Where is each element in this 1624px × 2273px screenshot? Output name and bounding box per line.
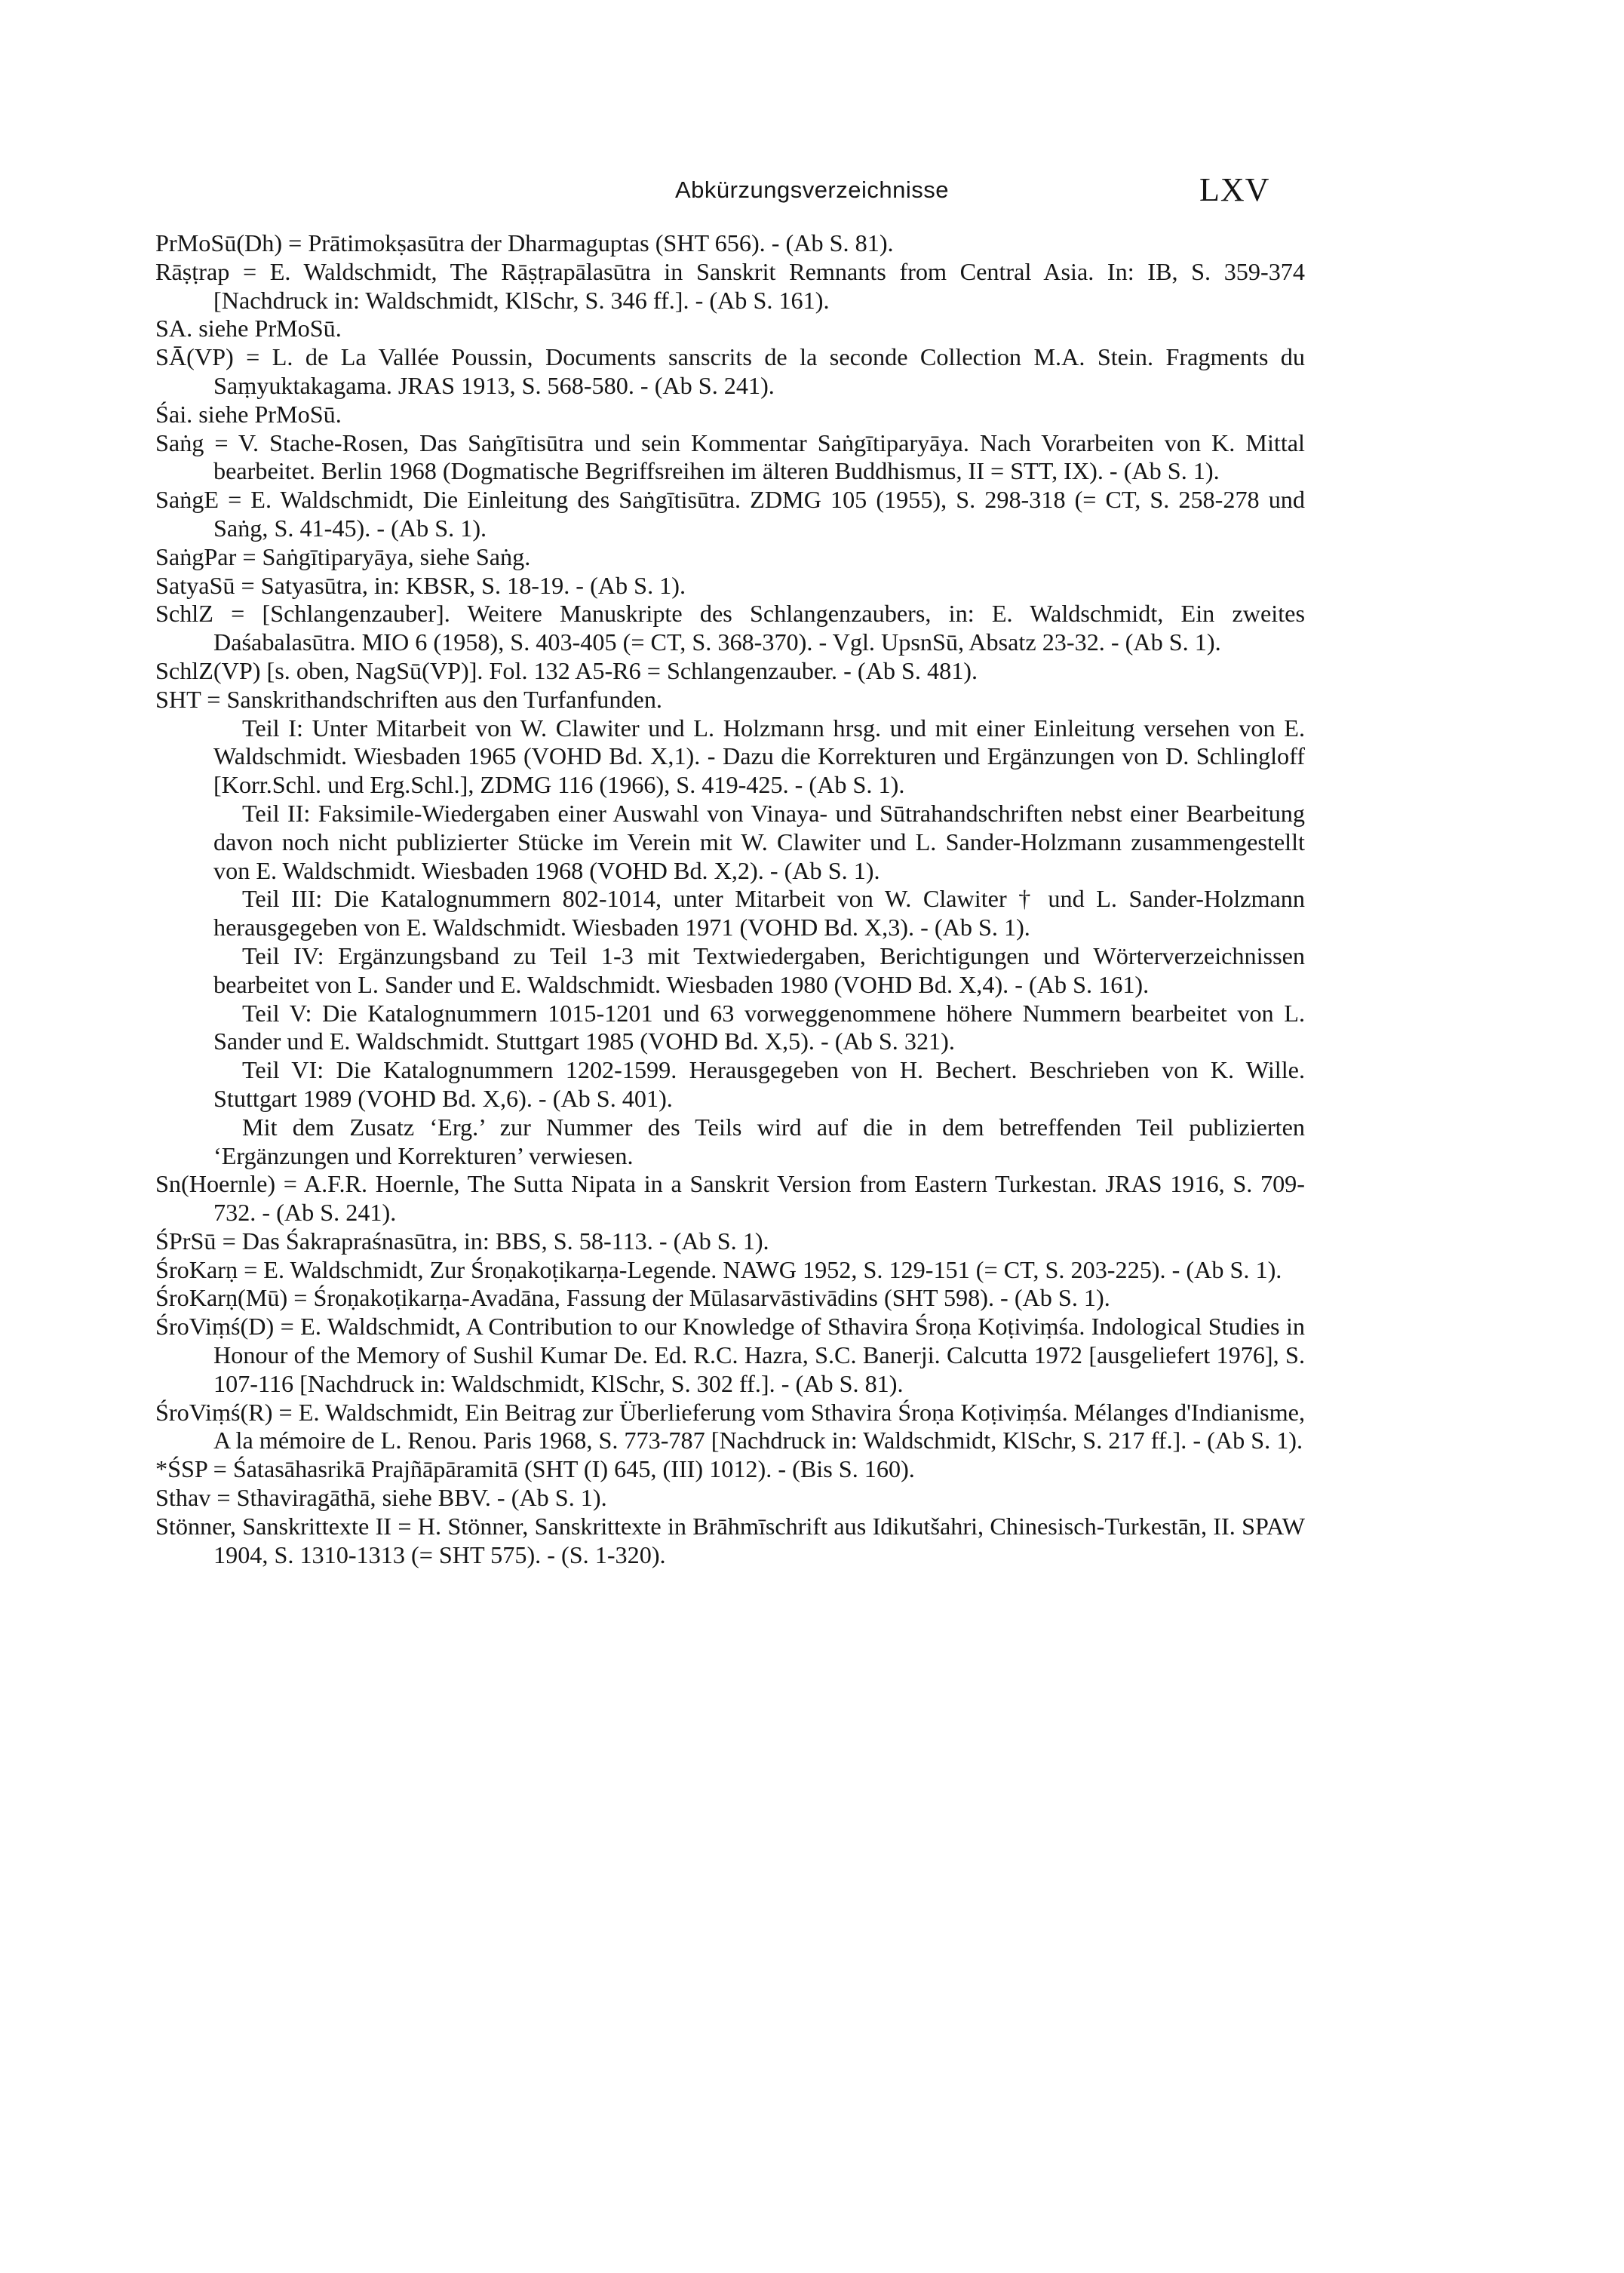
- sht-part-3: Teil III: Die Katalognummern 802-1014, unter Mitarbeit von W. Clawiter † und L. Sander-Holzmann herausgegeben von E. Waldschmidt. Wiesbaden 1971 (VOHD Bd. X,3). - (Ab S. 1).: [213, 885, 1305, 941]
- page-number: LXV: [1199, 171, 1270, 208]
- sht-part-4: Teil IV: Ergänzungsband zu Teil 1-3 mit Textwiedergaben, Berichtigungen und Wörterverzeichnissen bearbeitet von L. Sander und E. Waldschmidt. Wiesbaden 1980 (VOHD Bd. X,4). - (Ab S. 161).: [213, 941, 1305, 998]
- abbreviation-list: [155, 229, 1305, 1569]
- entry-sa: SA. siehe PrMoSū.: [155, 315, 342, 342]
- entry-sang: Saṅg = V. Stache-Rosen, Das Saṅgītisūtra und sein Kommentar Saṅgītiparyāya. Nach Vorarbeiten von K. Mittal bearbeitet. Berlin 1968 (Dogmatische Begriffsreihen im älteren Buddhismus, II = STT, IX). - (Ab S. 1).: [155, 428, 1305, 485]
- sht-part-1: Teil I: Unter Mitarbeit von W. Clawiter und L. Holzmann hrsg. und mit einer Einleitung versehen von E. Waldschmidt. Wiesbaden 1965 (VOHD Bd. X,1). - Dazu die Korrekturen und Ergänzungen von D. Schlingloff [Korr.Schl. und Erg.Schl.], ZDMG 116 (1966), S. 419-425. - (Ab S. 1).: [213, 714, 1305, 799]
- entry-rastrap: Rāṣṭrap = E. Waldschmidt, The Rāṣṭrapālasūtra in Sanskrit Remnants from Central Asia. In: IB, S. 359-374 [Nachdruck in: Waldschmidt, KlSchr, S. 346 ff.]. - (Ab S. 161).: [155, 257, 1305, 314]
- entry-sange: SaṅgE = E. Waldschmidt, Die Einleitung des Saṅgītisūtra. ZDMG 105 (1955), S. 298-318 (= CT, S. 258-278 und Saṅg, S. 41-45). - (Ab S. 1).: [155, 486, 1305, 542]
- entry-sn-hoernle: Sn(Hoernle) = A.F.R. Hoernle, The Sutta Nipata in a Sanskrit Version from Eastern Turkestan. JRAS 1916, S. 709-732. - (Ab S. 241).: [155, 1170, 1305, 1227]
- entry-stonner: Stönner, Sanskrittexte II = H. Stönner, Sanskrittexte in Brāhmīschrift aus Idikutšahri, Chinesisch-Turkestān, II. SPAW 1904, S. 1310-1313 (= SHT 575). - (S. 1-320).: [155, 1512, 1305, 1568]
- entry-sht: SHT = Sanskrithandschriften aus den Turfanfunden.: [155, 685, 662, 713]
- sht-part-6: Teil VI: Die Katalognummern 1202-1599. Herausgegeben von H. Bechert. Beschrieben von K. Wille. Stuttgart 1989 (VOHD Bd. X,6). - (Ab S. 401).: [213, 1056, 1305, 1112]
- sht-part-2: Teil II: Faksimile-Wiedergaben einer Auswahl von Vinaya- und Sūtrahandschriften nebst einer Bearbeitung davon noch nicht publizierter Stücke im Verein mit W. Clawiter und L. Sander-Holzmann zusammengestellt von E. Waldschmidt. Wiesbaden 1968 (VOHD Bd. X,2). - (Ab S. 1).: [213, 799, 1305, 884]
- entry-sangpar: SaṅgPar = Saṅgītiparyāya, siehe Saṅg.: [155, 542, 531, 570]
- entry-sai: Śai. siehe PrMoSū.: [155, 400, 342, 428]
- sht-note: Mit dem Zusatz ‘Erg.’ zur Nummer des Teils wird auf die in dem betreffenden Teil publizierten ‘Ergänzungen und Korrekturen’ verwiesen.: [213, 1113, 1305, 1169]
- entry-satyasu: SatyaSū = Satyasūtra, in: KBSR, S. 18-19. - (Ab S. 1).: [155, 571, 686, 599]
- entry-sroviims-r: ŚroViṃś(R) = E. Waldschmidt, Ein Beitrag zur Überlieferung vom Sthavira Śroṇa Koṭiviṃśa. Mélanges d'Indianisme, A la mémoire de L. Renou. Paris 1968, S. 773-787 [Nachdruck in: Waldschmidt, KlSchr, S. 217 ff.]. - (Ab S. 1).: [155, 1398, 1305, 1454]
- entry-schlz-vp: SchlZ(VP) [s. oben, NagSū(VP)]. Fol. 132 A5-R6 = Schlangenzauber. - (Ab S. 481).: [155, 656, 978, 684]
- entry-sthav: Sthav = Sthaviragāthā, siehe BBV. - (Ab S. 1).: [155, 1484, 607, 1512]
- entry-ssp: *ŚSP = Śatasāhasrikā Prajñāpāramitā (SHT (I) 645, (III) 1012). - (Bis S. 160).: [155, 1455, 915, 1483]
- sht-part-5: Teil V: Die Katalognummern 1015-1201 und 63 vorweggenommene höhere Nummern bearbeitet von L. Sander und E. Waldschmidt. Stuttgart 1985 (VOHD Bd. X,5). - (Ab S. 321).: [213, 999, 1305, 1055]
- entry-srokarn-mu: ŚroKarṇ(Mū) = Śroṇakoṭikarṇa-Avadāna, Fassung der Mūlasarvāstivādins (SHT 598). - (Ab S. 1).: [155, 1284, 1110, 1312]
- entry-prmosu-dh: PrMoSū(Dh) = Prātimokṣasūtra der Dharmaguptas (SHT 656). - (Ab S. 81).: [155, 229, 894, 256]
- running-header: Abkürzungsverzeichnisse: [674, 177, 949, 203]
- sht-parts: [155, 714, 1305, 1171]
- entry-srokarn: ŚroKarṇ = E. Waldschmidt, Zur Śroṇakoṭikarṇa-Legende. NAWG 1952, S. 129-151 (= CT, S. 203-225). - (Ab S. 1).: [155, 1255, 1282, 1283]
- entry-schlz: SchlZ = [Schlangenzauber]. Weitere Manuskripte des Schlangenzaubers, in: E. Waldschmidt, Ein zweites Daśabalasūtra. MIO 6 (1958), S. 403-405 (= CT, S. 368-370). - Vgl. UpsnSū, Absatz 23-32. - (Ab S. 1).: [155, 600, 1305, 656]
- entry-sprsu: ŚPrSū = Das Śakrapraśnasūtra, in: BBS, S. 58-113. - (Ab S. 1).: [155, 1227, 769, 1255]
- entry-sa-vp: SĀ(VP) = L. de La Vallée Poussin, Documents sanscrits de la seconde Collection M.A. Stein. Fragments du Saṃyuktakagama. JRAS 1913, S. 568-580. - (Ab S. 241).: [155, 343, 1305, 399]
- entry-sroviims-d: ŚroViṃś(D) = E. Waldschmidt, A Contribution to our Knowledge of Sthavira Śroṇa Koṭiviṃśa. Indological Studies in Honour of the Memory of Sushil Kumar De. Ed. R.C. Hazra, S.C. Banerji. Calcutta 1972 [ausgeliefert 1976], S. 107-116 [Nachdruck in: Waldschmidt, KlSchr, S. 302 ff.]. - (Ab S. 81).: [155, 1313, 1305, 1397]
